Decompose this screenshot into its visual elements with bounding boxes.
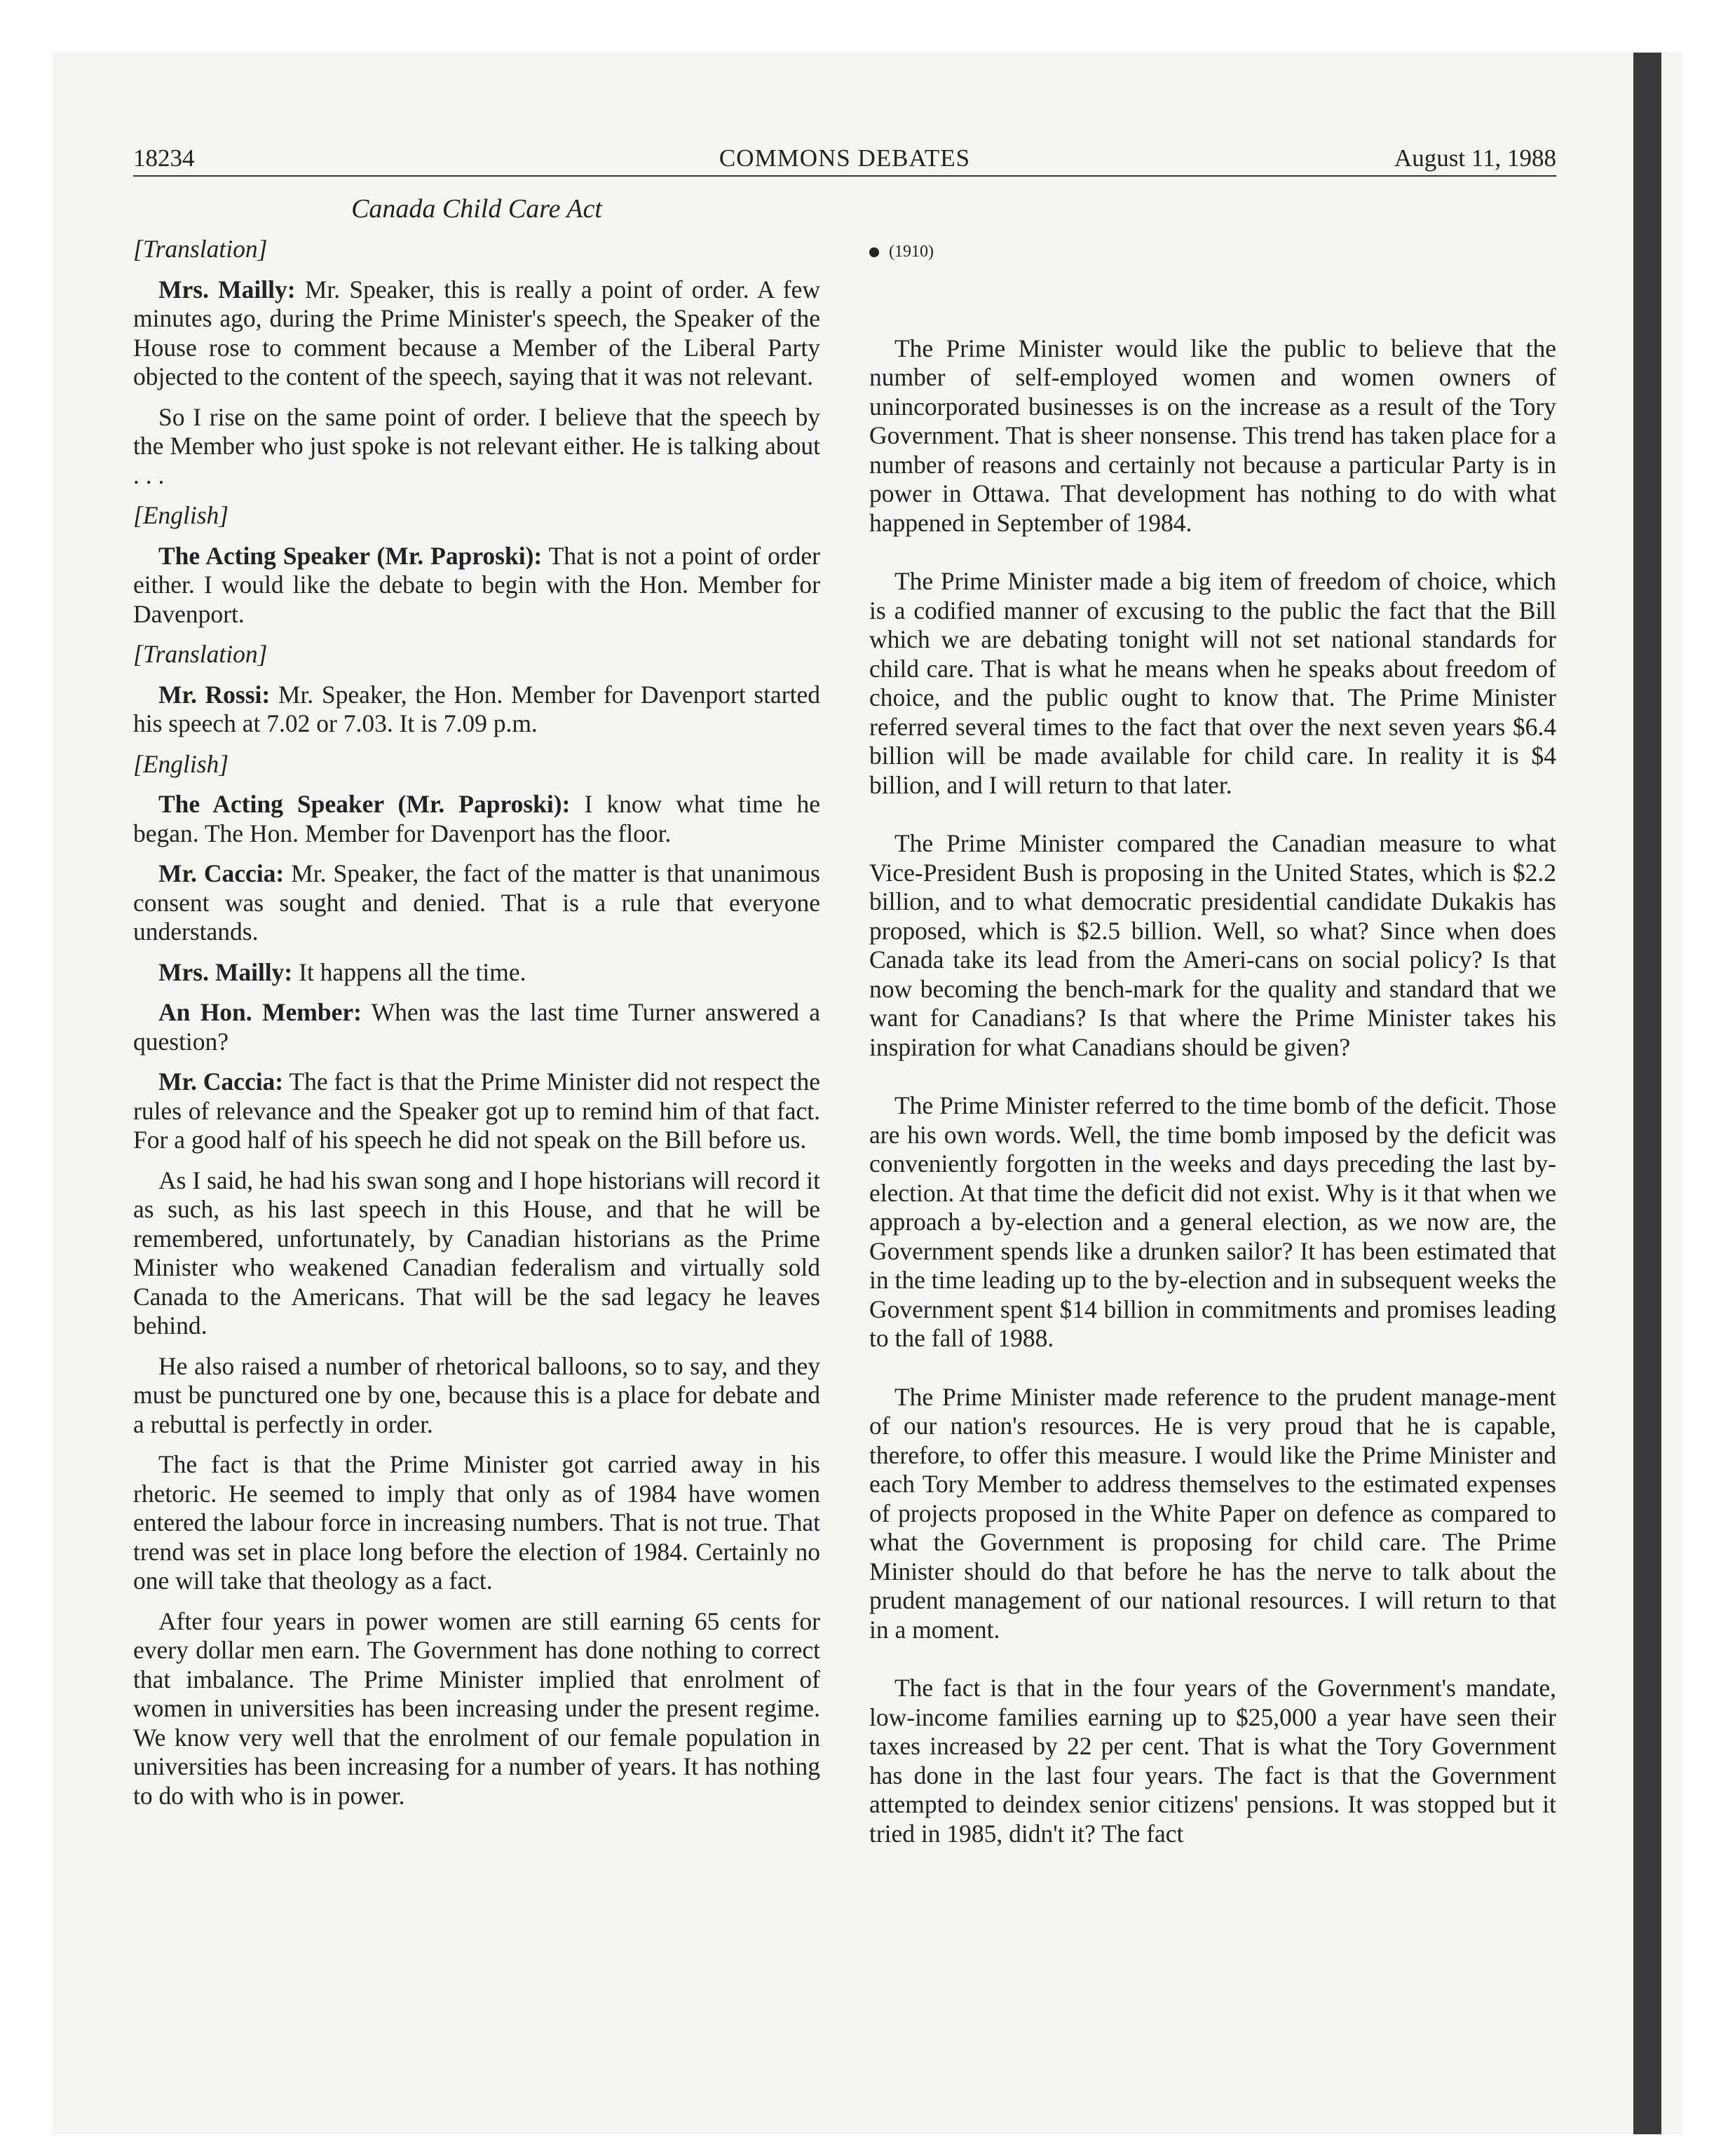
translation-tag: [Translation] <box>133 235 268 263</box>
speech-text: The fact is that the Prime Minister did not respect the rules of relevance and the Speaker got up to remind him of that fact. For a good half of his speech he did not speak on the Bill before us. <box>133 1067 820 1154</box>
left-column <box>133 235 820 1822</box>
paragraph <box>133 542 820 629</box>
page-number: 18234 <box>133 144 195 172</box>
paragraph: The Prime Minister would like the public to believe that the number of self-employed women and women owners of unincorporated businesses is on the increase as a result of the Tory Government. That is sheer nonsense. This trend has taken place for a number of reasons and certainly not because a particular Party is in power in Ottawa. That development has nothing to do with what happened in September of 1984. <box>869 334 1556 537</box>
speech-text: That is not a point of order either. I would like the debate to begin with the Hon. Member for Davenport. <box>133 541 820 628</box>
paragraph: The Prime Minister compared the Canadian measure to what Vice-President Bush is proposing in the United States, which is $2.2 billion, and to what democratic presidential candidate Dukakis has proposed, which is $2.5 billion. Well, so what? Since when does Canada take its lead from the Ameri-cans on social policy? Is that now becoming the bench-mark for the quality and standard that we want for Canadians? Is that where the Prime Minister takes his inspiration for what Canadians should be given? <box>869 829 1556 1061</box>
paragraph: As I said, he had his swan song and I hope historians will record it as such, as his last speech in this House, and that he will be remembered, unfortunately, by Canadian historians as the Prime Minister who weakened Canadian federalism and virtually sold Canada to the Americans. That will be the sad legacy he leaves behind. <box>133 1166 820 1339</box>
bullet-dot-icon <box>869 247 879 257</box>
speaker-name: Mr. Rossi: <box>158 680 271 709</box>
paragraph: The Prime Minister referred to the time bomb of the deficit. Those are his own words. Well, the time bomb imposed by the deficit was conveniently forgotten in the weeks and days preceding the last by-election. At that time the deficit did not exist. Why is it that when we approach a by-election and a general election, as we now are, the Government spends like a drunken sailor? It has been estimated that in the time leading up to the by-election and in subsequent weeks the Government spent $14 billion in commitments and promises leading to the fall of 1988. <box>869 1091 1556 1352</box>
page-header <box>133 142 1556 177</box>
speech-text: It happens all the time. <box>292 957 526 986</box>
paragraph: So I rise on the same point of order. I believe that the speech by the Member who just spoke is not relevant either. He is talking about . . . <box>133 402 820 489</box>
time-stamp <box>869 238 1556 267</box>
speaker-name: Mrs. Mailly: <box>158 957 293 986</box>
english-tag: [English] <box>133 749 229 778</box>
speaker-name: The Acting Speaker (Mr. Paproski): <box>158 541 543 570</box>
paragraph <box>133 1067 820 1155</box>
paragraph: The Prime Minister made a big item of freedom of choice, which is a codified manner of excusing to the public the fact that the Bill which we are debating tonight will not set national standards for child care. That is what he means when he speaks about freedom of choice, and the public ought to know that. The Prime Minister referred several times to the fact that over the next seven years $6.4 billion will be made available for child care. In reality it is $4 billion, and I will return to that later. <box>869 567 1556 799</box>
speaker-name: The Acting Speaker (Mr. Paproski): <box>158 790 571 818</box>
speech-text: Mr. Speaker, the fact of the matter is that unanimous consent was sought and denied. That is a rule that everyone understands. <box>133 859 821 946</box>
speaker-name: An Hon. Member: <box>158 998 362 1026</box>
speech-text: Mr. Speaker, this is really a point of order. A few minutes ago, during the Prime Minister's speech, the Speaker of the House rose to comment because a Member of the Liberal Party objected to the content of the speech, saying that it was not relevant. <box>133 275 821 390</box>
right-column <box>869 235 1556 1878</box>
paragraph: The fact is that in the four years of the Government's mandate, low-income families earning up to $25,000 a year have seen their taxes increased by 22 per cent. That is what the Tory Government has done in the last four years. The fact is that the Government attempted to deindex senior citizens' pensions. It was stopped but it tried in 1985, didn't it? The fact <box>869 1674 1556 1848</box>
speech-text: I know what time he began. The Hon. Member for Davenport has the floor. <box>133 790 820 847</box>
speech-text: When was the last time Turner answered a question? <box>133 998 820 1056</box>
publication-date: August 11, 1988 <box>1394 144 1556 172</box>
scan-edge-bar <box>1633 53 1661 2134</box>
english-tag: [English] <box>133 501 229 529</box>
paragraph <box>133 998 820 1056</box>
running-title: Canada Child Care Act <box>351 194 602 224</box>
paragraph <box>133 275 820 392</box>
speaker-name: Mr. Caccia: <box>158 859 285 887</box>
translation-tag: [Translation] <box>133 640 268 668</box>
publication-title: COMMONS DEBATES <box>719 144 971 172</box>
paragraph <box>133 958 820 988</box>
paragraph <box>133 859 820 947</box>
paragraph: The fact is that the Prime Minister got carried away in his rhetoric. He seemed to imply that only as of 1984 have women entered the labour force in increasing numbers. That is not true. That trend was set in place long before the election of 1984. Certainly no one will take that theology as a fact. <box>133 1450 820 1595</box>
speaker-name: Mr. Caccia: <box>158 1067 284 1096</box>
paragraph <box>133 790 820 848</box>
paragraph: He also raised a number of rhetorical balloons, so to say, and they must be punctured one by one, because this is a place for debate and a rebuttal is perfectly in order. <box>133 1351 820 1438</box>
paragraph <box>133 681 820 739</box>
paragraph: After four years in power women are still earning 65 cents for every dollar men earn. The Government has done nothing to correct that imbalance. The Prime Minister implied that enrolment of women in universities has been increasing under the present regime. We know very well that the enrolment of our female population in universities has been increasing for a number of years. It has nothing to do with who is in power. <box>133 1606 820 1810</box>
paragraph: The Prime Minister made reference to the prudent manage-ment of our nation's resources. He is very proud that he is capable, therefore, to offer this measure. I would like the Prime Minister and each Tory Member to address themselves to the estimated expenses of projects proposed in the White Paper on defence as compared to what the Government is proposing for child care. The Prime Minister should do that before he has the nerve to talk about the prudent management of our national resources. I will return to that in a moment. <box>869 1382 1556 1644</box>
speech-text: Mr. Speaker, the Hon. Member for Davenport started his speech at 7.02 or 7.03. It is 7.09 p.m. <box>133 680 820 737</box>
time-stamp-text: (1910) <box>889 243 934 261</box>
speaker-name: Mrs. Mailly: <box>158 275 296 303</box>
